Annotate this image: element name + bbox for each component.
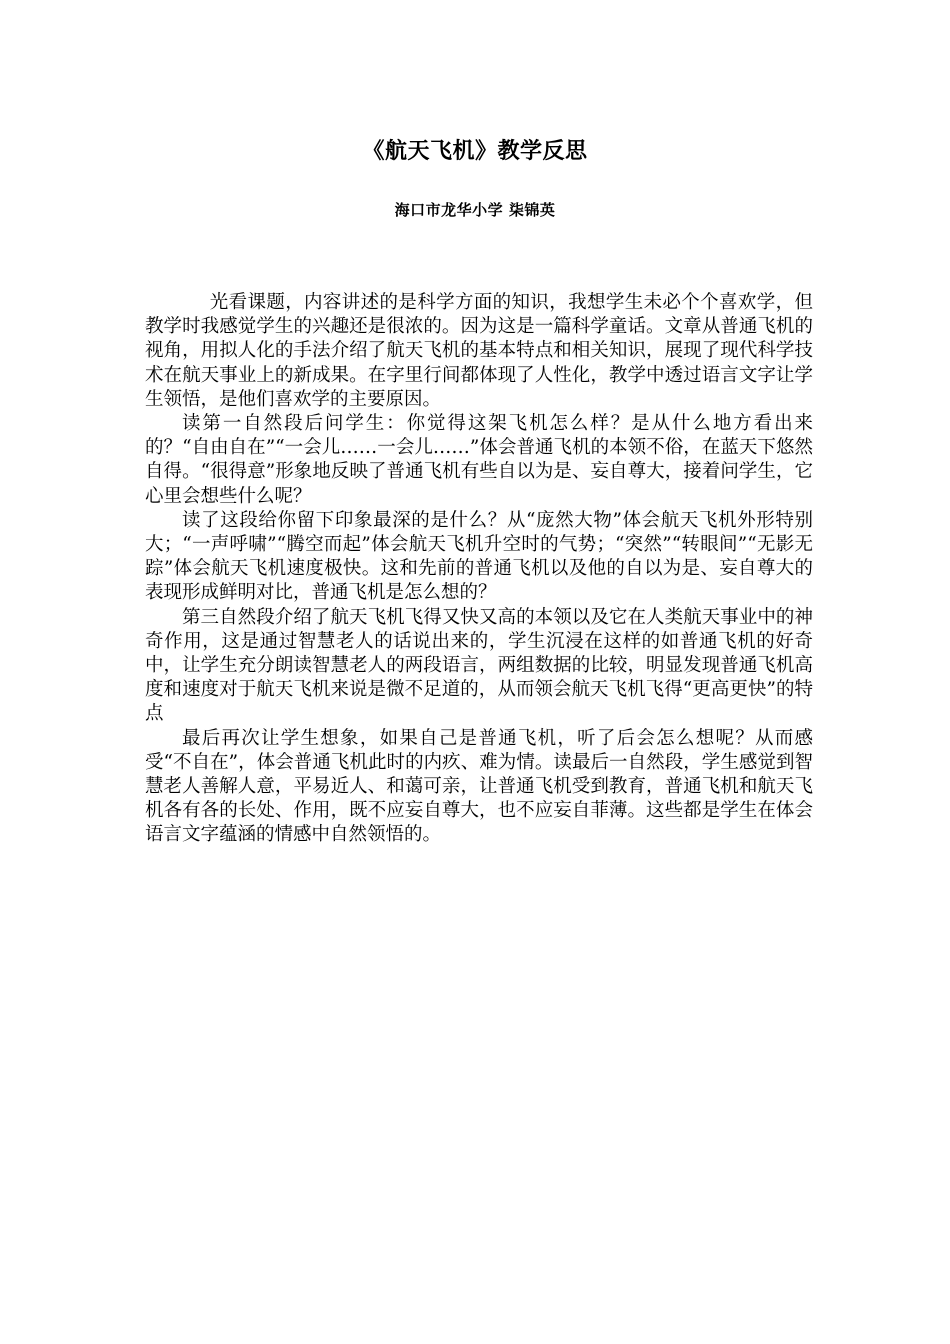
document-body (145, 291, 813, 848)
paragraph-section-2: 读了这段给你留下印象最深的是什么？从“庞然大物”体会航天飞机外形特别大；“一声呼啸”“腾空而起”体会航天飞机升空时的气势；“突然”“转眼间”“无影无踪”体会航天飞机速度极快。这和先前的普通飞机以及他的自以为是、妄自尊大的表现形成鲜明对比，普通飞机是怎么想的？ (145, 509, 813, 604)
paragraph-intro: 光看课题，内容讲述的是科学方面的知识，我想学生未必个个喜欢学，但教学时我感觉学生的兴趣还是很浓的。因为这是一篇科学童话。文章从普通飞机的视角，用拟人化的手法介绍了航天飞机的基本特点和相关知识，展现了现代科学技术在航天事业上的新成果。在字里行间都体现了人性化，教学中透过语言文字让学生领悟，是他们喜欢学的主要原因。 (145, 292, 813, 410)
author-line: 海口市龙华小学 柒锦英 (394, 201, 556, 219)
document-title: 《航天飞机》教学反思 (362, 138, 588, 164)
paragraph-conclusion: 最后再次让学生想象，如果自己是普通飞机，听了后会怎么想呢？从而感受“不自在”，体会普通飞机此时的内疚、难为情。读最后一自然段，学生感觉到智慧老人善解人意，平易近人、和蔼可亲，让普通飞机受到教育，普通飞机和航天飞机各有各的长处、作用，既不应妄自尊大，也不应妄自菲薄。这些都是学生在体会语言文字蕴涵的情感中自然领悟的。 (145, 727, 813, 846)
paragraph-section-3: 第三自然段介绍了航天飞机飞得又快又高的本领以及它在人类航天事业中的神奇作用，这是通过智慧老人的话说出来的，学生沉浸在这样的如普通飞机的好奇中，让学生充分朗读智慧老人的两段语言，两组数据的比较，明显发现普通飞机高度和速度对于航天飞机来说是微不足道的，从而领会航天飞机飞得“更高更快”的特点 (145, 606, 813, 725)
paragraph-section-1: 读第一自然段后问学生：你觉得这架飞机怎么样？是从什么地方看出来的？“自由自在”“一会儿……一会儿……”体会普通飞机的本领不俗，在蓝天下悠然自得。“很得意”形象地反映了普通飞机有些自以为是、妄自尊大，接着问学生，它心里会想些什么呢？ (145, 413, 813, 507)
